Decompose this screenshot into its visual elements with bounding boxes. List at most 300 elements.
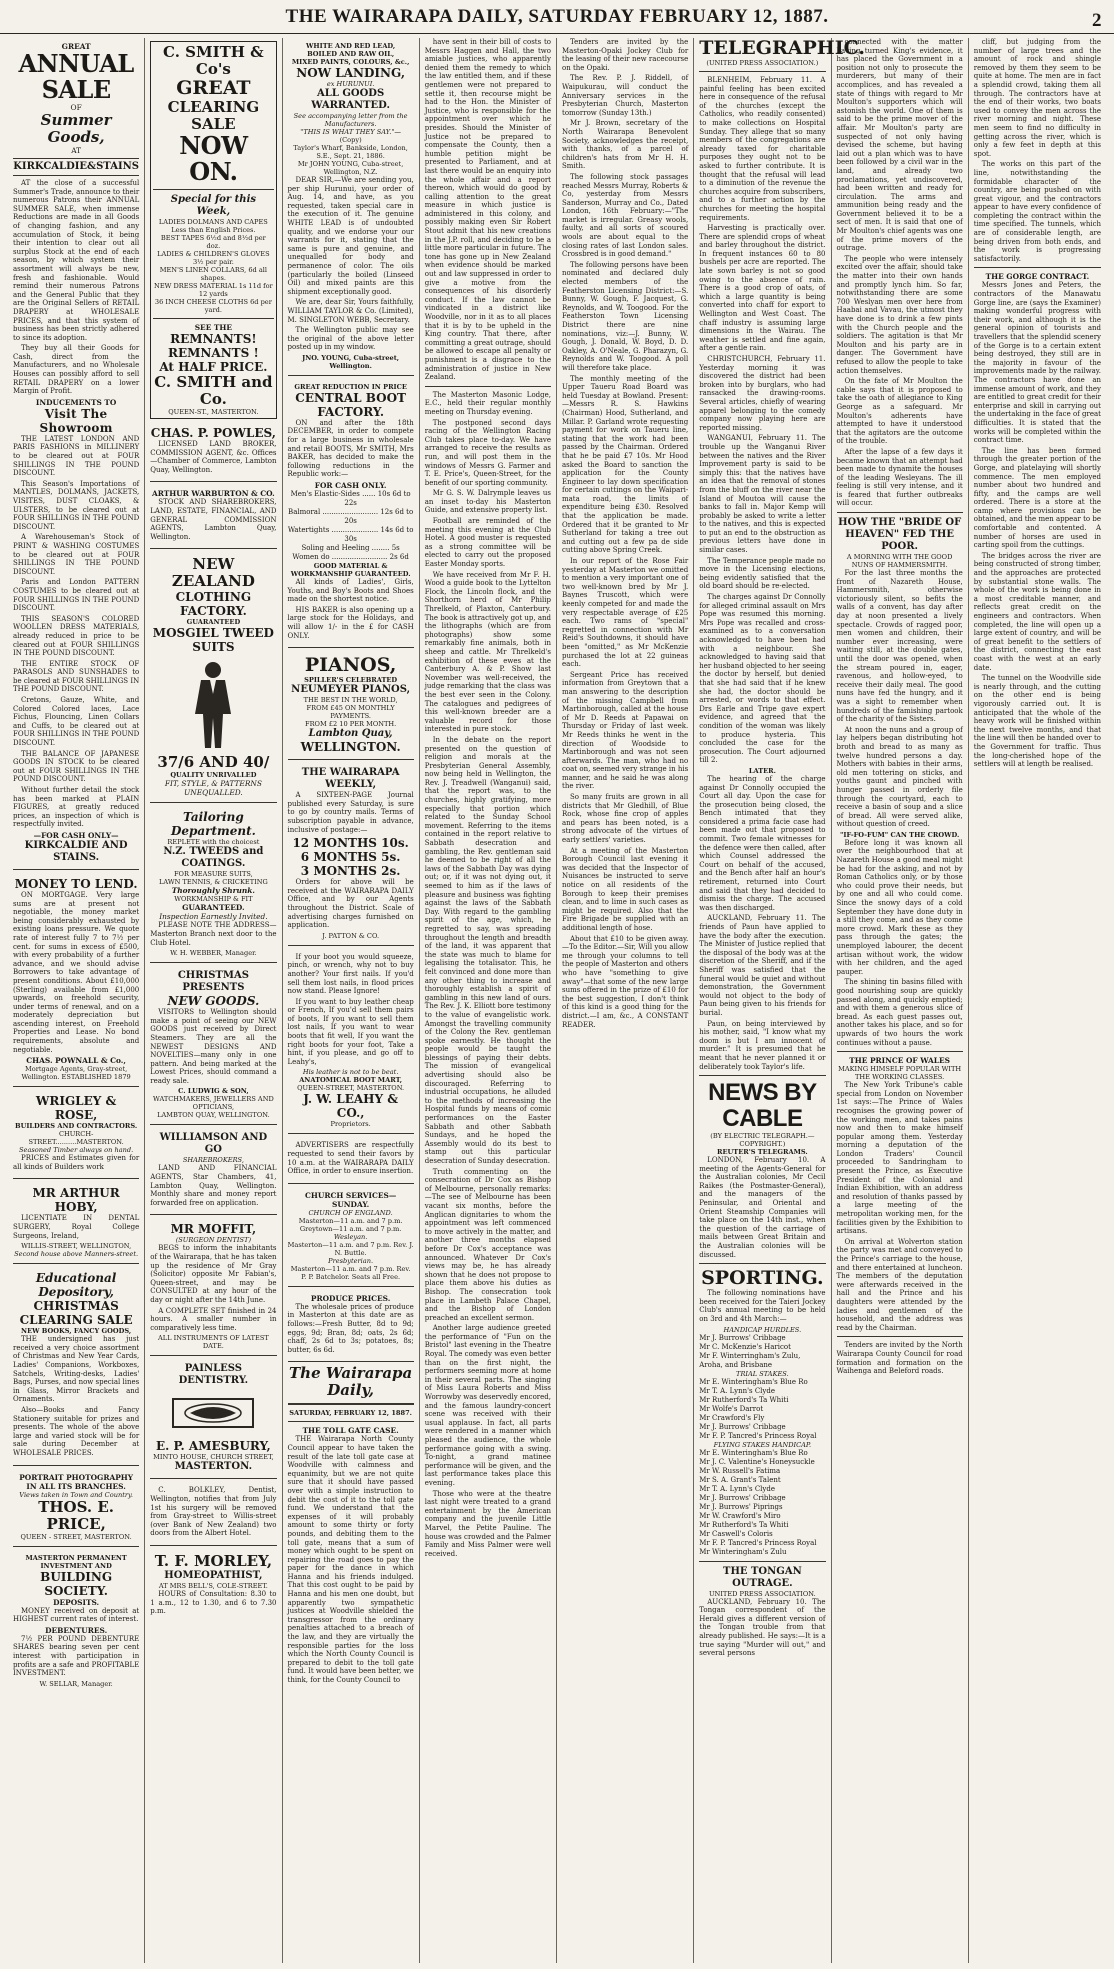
list-item: Mr F. P. Tancred's Princess Royal <box>699 1538 817 1547</box>
article-text: Mr G. S. W. Dalrymple leaves us an inset to-day his Masterton Guide, and extensive property list. <box>424 489 551 515</box>
ad-signature: W. H. WEBBER, Manager. <box>170 949 257 958</box>
list-item: Mr C. McKenzie's Haricot <box>699 1342 791 1351</box>
ad-headline: MR ARTHUR HOBY, <box>32 1186 120 1215</box>
article-text: At a meeting of the Masterton Borough Council last evening it was decided that the Inspector of Nuisances be instructed to serve notice on all residents of the Borough to keep their premises clean, and to lime in such cases as might be required. Also that the Fire Brigade be supplied with an additional length of hose. <box>562 846 689 932</box>
money-ad <box>13 873 139 1087</box>
wrigley-ad <box>13 1090 139 1179</box>
ad-subhead: FOR CASH ONLY. <box>314 481 387 491</box>
ad-text: ex HURUNUI. <box>326 80 375 88</box>
list-item: This Season's Importations of MANTLES, DOLMANS, JACKETS, VISITES, DUST CLOAKS, & ULSTERS, to be cleared out at FOUR SHILLINGS IN THE POUND DISCOUNT. <box>13 479 140 531</box>
section-subheading: (UNITED PRESS ASSOCIATION.) <box>706 59 819 67</box>
list-item: Mr F. Winterringham's Zulu, Aroha, and Brisbane <box>699 1351 801 1369</box>
ad-body: PLEASE NOTE THE ADDRESS—Masterton Branch next door to the Club Hotel. <box>150 921 277 947</box>
page-number: 2 <box>1092 10 1102 31</box>
ad-headline: NEW ZEALAND <box>171 555 255 591</box>
ad-text: FROM £45 ON MONTHLY PAYMENTS. <box>306 704 395 721</box>
ad-text: Lambton Quay, <box>308 728 393 740</box>
ad-text: LAMBTON QUAY, WELLINGTON. <box>157 1111 270 1120</box>
column-6 <box>694 37 865 1963</box>
ad-body: We are, dear Sir, Yours faithfully, WILLIAM TAYLOR & Co. (Limited), M. SINGLETON WEBB, Secretary. <box>287 298 414 324</box>
ad-subhead: REMNANTS! <box>170 332 257 346</box>
bexley-ad <box>150 1482 276 1546</box>
article-text: In the debate on the report presented on the question of religion and morals at the Presbyterian General Assembly, now being held in Wellington, the Rev. J. Treadwell (Wanganui) said, that the report was, to the churches, highly gratifying, more especially that portion which related to the Sunday School movement. Referring to the items contained in the report relative to Sabbath desecration and gambling, the Rev. gentleman said he deemed to be right of all the laws of the Sabbath Day was dying out; or, if it was not dying out, it seemed to him as if the laws of pleasure and business was fighting against the laws of the Sabbath Day. With regard to the gambling spirit of the age, which, he regretted to say, was spreading throughout the length and breadth of the land, it was apparent that the state was much to blame for legalising the totalisator. This, he felt convinced and done more than any other thing to increase and thoroughly establish a spirit of gambling in this new land of ours. The Rev. J. K. Elliott bore testimony to the value of evangelistic work. Amongst the travelling community of the Colony the Rev. gentleman spoke earnestly. He thought the people would be taught the blessings of paying their debts. The mission of evangelical advertising should also be discouraged. Referring to industrial occupations, he alluded to the methods of increasing the Hospital funds by means of comic performances on the Easter Sabbath and other Sabbath Sundays, and he hoped the Assembly would do its best to stamp out this particular desecration of Sunday desecration. <box>424 735 551 1165</box>
list-item: Masterton—11 a.m. and 7 p.m. Rev. J. N. Buttle. <box>287 1240 414 1257</box>
ad-company: KIRKCALDIE&STAINS <box>13 158 139 176</box>
ad-body: If you want to buy leather cheap or French, If you'd sell them pairs of boots, If you want to sell them lost nails, If you want to wear boots that fit well, If you want the right boots for your foot, Take a hint, if you please, and go off to Leahy's, <box>287 997 414 1066</box>
article-text: have sent in their bill of costs to Messrs Haggen and Hall, the two amiable justices, who apparently denied them the remedy to which the law entitled them, and if these gentlemen were not prepared to settle it, then recourse might be had to the Hon. the Minister of Justice, who is responsible for the appointment over which he presides. Should the Minister of Justice not be prepared to compensate the County, then a humble petition might be presented to Parliament, and at last there would be an enquiry into the whole affair and a report thereon, which would do good by calling attention to the great measure in which justice is administered in this colony, and possibly making even Sir Robert Stout admit that his new creations in the J.P. roll, and deciding to be a little more particular in future. The tone has gone up in New Zealand when evidence should be marked out and law suppressed in order to give a motive from the consequences of his disorderly conduct. If the law cannot be vindicated in a district like Woodville, nor in it as to all places that it is by to be upheld in the King country. That there, after committing a great outrage, should be allowed to escape all penalty or punishment is a disgrace to the administration of justice in New Zealand. <box>424 38 551 382</box>
ad-text: Second house above Manners-street. <box>14 1250 139 1259</box>
article-text: CHRISTCHURCH, February 11. Yesterday morning it was discovered the district had been broken into by burglars, who had ransacked the drawing-rooms. Several articles, chiefly of wearing apparel belonging to the comedy company now playing here are reported missing. <box>699 355 826 432</box>
list-item: Mr J. Burrows' Cribbage <box>699 1422 786 1431</box>
list-item: Mr J. Burrows' Cribbage <box>699 1493 786 1502</box>
column-5 <box>557 38 694 1963</box>
article-text: The Rev. P. J. Riddell, of Waipukurau, will conduct the Anniversary services in the Presbyterian Church, Masterton tomorrow (Sunday 13th.) <box>562 74 689 117</box>
ad-body: If your boot you would squeeze, pinch, or wrench, why not to buy another? Your first nails. If you'd sell them lost nails, in flood prices now stand. Please Ignore! <box>287 952 414 996</box>
ad-body: MONEY received on deposit at HIGHEST current rates of interest. <box>13 1606 140 1624</box>
list-item: Mr J. C. Valentine's Honeysuckle <box>699 1457 815 1466</box>
article-text: In our report of the Rose Fair yesterday at Masterton we omitted to mention a very important one of two well-known bred by Mr J. Baynes Truscott, which were keenly competed for and made the very respectable average of £25 each. Two rams of "special" regretted in connection with Mr Reid's Southdowns, it should have been "omitted," as Mr McKenzie purchased the lot at 22 guineas each. <box>562 557 689 669</box>
ad-body: VISITORS to Wellington should make a point of seeing our NEW GOODS just received by Direct Steamers. They are all the NEWEST DESIGNS AND NOVELTIES—many only in one pattern. And being marked at the Lowest Prices, should command a ready sale. <box>150 1008 277 1085</box>
ad-text: AT MRS BELL'S, COLE-STREET. <box>158 1581 268 1590</box>
editorial <box>288 1365 414 1684</box>
list-item: Mr W. Russell's Fatima <box>699 1466 781 1475</box>
article-subheading: MAKING HIMSELF POPULAR WITH THE WORKING CLASSES. <box>838 1065 962 1082</box>
article-text: The New York Tribune's cable special from London on November 1st says:—The Prince of Wales recognises the growing power of the working men, and takes pains now and then to make himself popular among them. Yesterday morning a deputation of the London Traders' Council proceeded to Sandringham to present the Prince, as Executive President of the Colonial and Indian Exhibition, with an address and resolution of thanks passed by a large meeting of the metropolitan working men, for the facilities given by the Exhibition to artisans. <box>836 1081 963 1236</box>
article-text: Tenders are invited by the North Wairarapa County Council for road formation and formation on the Waihenga and Beleford roads. <box>836 1341 963 1376</box>
article-heading: THE PRINCE OF WALES <box>849 1056 950 1066</box>
ad-headline: THE WAIRARAPA WEEKLY, <box>301 767 400 791</box>
ad-headline: WRIGLEY & ROSE, <box>35 1094 117 1123</box>
list-item: Men's Elastic-Sides ...... 10s 6d to 22s <box>290 490 411 508</box>
column-1 <box>8 38 145 1963</box>
article-text: The works on this part of the line, notwithstanding the formidable character of the country, are being pushed on with great vigour, and the contractors appear to have every confidence of completing the contract within the time specified. The tunnels, which are of considerable length, are being driven from both ends, and the work is progressing satisfactorily. <box>973 160 1101 263</box>
editorial-title: The Wairarapa Daily, <box>289 1364 413 1400</box>
list-item: Soling and Heeling ........ 5s <box>301 544 400 553</box>
article-text: The shining tin basins filled with good nourishing soup are quickly passed along, and quickly emptied; and with them a generous slice of bread. As each guest passes out, another takes his place, and so for upwards of two hours the work continues without a pause. <box>836 978 963 1047</box>
article-text: Football are reminded of the meeting this evening at the Club Hotel. A good muster is requested as a strong committee will be elected to carry out the proposed Easter Monday sports. <box>424 517 551 569</box>
article-text: The postponed second days racing of the Wellington Racing Club takes place to-day. We have arranged to receive the results as run, and will post them in the windows of Messrs G. Farmer and T. E. Price's, Queen-Street, for the benefit of our sporting community. <box>424 418 551 487</box>
editorial-date: SATURDAY, FEBRUARY 12, 1887. <box>289 1409 412 1418</box>
article-text: The following nominations have been received for the Taieri Jockey Club's annual meeting to be held on 3rd and 4th March:— <box>699 1289 826 1323</box>
article-text: On the fate of Mr Moulton the cable says that it is proposed to take the oath of allegiance to King George as a safeguard. Mr Moulton's adherents have attempted to have it understood that the agitators are the outcome of the trouble. <box>836 377 963 446</box>
dental-chair-icon <box>168 1391 258 1435</box>
ad-kicker: GREAT <box>61 42 91 51</box>
article-text: So many fruits are grown in all districts that Mr Gledhill, of Blue Rock, whose fine crop of apples and pears has been noted, is a strong advocate of the virtues of early settlers' varieties. <box>562 793 689 845</box>
list-item: Mr Wolfe's Darrot <box>699 1404 764 1413</box>
section-heading: SPORTING. <box>701 1267 824 1290</box>
ad-text: QUEEN - STREET, MASTERTON. <box>20 1532 132 1541</box>
article-text: Before long it was known all over the neighbourhood that at Nazareth House a good meal might be had for the asking, and not by Roman Catholics only, or by those who could prove their needs, but by one and all who could come. Since the snowy days of a cold September they have done duty in a still they come, and as they come more crowd. Mark these as they pass through the gates; the unemployed labourer, the decent artisan without work, the widow with her children, and the aged pauper. <box>836 838 963 976</box>
column-7 <box>832 38 969 1963</box>
ad-headline: NOW ON. <box>179 131 248 186</box>
article-text: We have received from Mr F. H. Wood a guide book to the Lyttelton Flock, the Lincoln flock, and the Shorthorn herd of Mr Philip Threlkeld, of Plaxton, Canterbury. The book is attractively got up, and the lithographs (which are from photographs) show some remarkably fine animals, both in sheep and cattle. Mr Threlkeld's exhibition of these ewes at the Canterbury A. & P. Show last November was well-received, the judge remarking that the class was the best ever seen in the Colony. The catalogues and pedigrees of this well-known breeder are a valuable record for those interested in pure stock. <box>424 570 551 734</box>
ad-subhead: COATINGS. <box>181 858 246 870</box>
ad-body: Orders for above will be received at the WAIRARAPA DAILY Office, and by our Agents throughout the District. Scale of advertising charges furnished on application. <box>287 878 414 930</box>
article-text: connected with the matter having turned King's evidence, it has placed the Government in a position not only to prosecute the murderers, but many of their accomplices, and has revealed a state of things with regard to Mr Moulton's supporters which will astonish the world. One of them is said to be the prime mover of the affair. Mr Moulton's party are suspected of not only having devised the scheme, but having laid out a plan which was to have been followed by a civil war in the land, and already two proclamations, yet undiscovered, had been written and ready for circulation. The arms and ammunition being ready and the Government believed it to be a sect of men. It is said that one of Mr Moulton's chief agents was one of the prime movers of the outrage. <box>836 38 963 253</box>
list-item: Mr Rutherford's Ta Whiti <box>699 1520 789 1529</box>
column-3 <box>283 38 420 1963</box>
list-item: Mr E. Winteringham's Blue Ro <box>699 1377 808 1386</box>
article-text: WANGANUI, February 11. The trouble up the Wanganui River between the natives and the River Improvement party is said to be simply this: that the natives have an idea that the removal of stones from the bluff on the river near the Island of Moutoa will cause the banks to fall in. Major Kemp will probably be asked to write a letter to the natives, and this is expected to put an end to the obstruction as previous letters have done in similar cases. <box>699 434 826 555</box>
ad-text: QUEEN-ST., MASTERTON. <box>168 408 259 416</box>
ad-body: PRICES and Estimates given for all kinds of Builders work <box>13 1154 140 1171</box>
list-item: Watertights ..................... 14s 6d to 30s <box>287 526 414 544</box>
ad-text: —FOR CASH ONLY— <box>33 830 119 840</box>
article-text: The wholesale prices of produce in Masterton at this date are as follows:—Fresh Butter, 8d to 9d; eggs, 9d; Bran, 8d; oats, 2s 6d; chaff, 2s 6d to 3s; potatoes, 8s; butter, 6s 6d. <box>287 1302 414 1354</box>
ad-text: FIT, STYLE, & PATTERNS UNEQUALLED. <box>164 779 262 798</box>
tailoring-ad <box>150 806 276 963</box>
article-subheading: HANDICAP HURDLES. <box>723 1325 802 1334</box>
ad-headline: GREAT <box>176 77 251 99</box>
warburton-ad <box>150 485 276 549</box>
ad-body: LICENTIATE IN DENTAL SURGERY, Royal College Surgeons, Ireland, <box>13 1214 140 1240</box>
article-text: Harvesting is practically over. There are splendid crops of wheat and barley throughout the district. In frequent instances 60 to 80 bushels per acre are reported. The late sown barley is not so good owing to the absence of rain. There is a good crop of oats, of which a large quantity is being converted into chaff for export to Wellington and West Coast. The chaff industry is assuming large dimensions in the Wairau. The weather is settled and fine again, after a gentle rain. <box>699 224 826 353</box>
article-text: Another large audience greeted the performance of "Fun on the Bristol" last evening in the Theatre Royal. The comedy was even better than on the first night, the performers seeming more at home in their several parts. The singing of Miss Laura Roberts and Miss Worrowby was deservedly encored, and the famous laundry-concert scene was received with their usual applause. In fact, all parts were rendered in a manner which pleased the audience, the whole performance going with a swing. To-night, a grand matinee performance will be given, and the last performance takes place this evening. <box>424 1324 551 1487</box>
ad-body: AT the close of a successful Summer's Trade, announce to their numerous Patrons their ANNUAL SUMMER SALE, when immense Reductions are made in all Goods of changing fashion, and any accumulation of Stock, it being their intention to clear out all surplus Stock at the end of each season, by which system their assortment will always be new, fresh and fashionable. Would remind their numerous Patrons and the General Public that they are the Original Sellers of RETAIL DRAPERY at WHOLESALE PRICES, and that this system of business has been strictly adhered to since its adoption. <box>13 179 140 342</box>
ad-subhead: DEBENTURES. <box>45 1625 108 1635</box>
article-text: Messrs Jones and Peters, the contractors of the Manawatu Gorge line, are (says the Examiner) making wonderful progress with their work, and although it is the general opinion of tourists and travellers that the splendid scenery of the Gorge is to a certain extent being destroyed, they still are in the majority in favour of the improvements made by the railway. The contractors have done an immense amount of work, and they are entitled to great credit for their enterprise and skill in carrying out the undertaking in the face of great difficulties. It is stated that the works will be completed within the contract time. <box>973 281 1101 445</box>
ad-headline: CHAS. P. POWLES, <box>150 426 276 440</box>
list-item: LADIES DOLMANS AND CAPES Less than English Prices. <box>158 218 268 234</box>
ad-body: A COMPLETE SET finished in 24 hours. A smaller number in comparatively less time. <box>150 1306 277 1332</box>
ad-text: QUALITY UNRIVALLED <box>170 771 257 780</box>
ad-headline: PAINLESS DENTISTRY. <box>178 1363 249 1387</box>
ad-headline: Educational Depository, <box>35 1271 117 1300</box>
ad-subhead: NEUMEYER PIANOS, <box>291 684 411 696</box>
list-item: Mr S. A. Grant's Talent <box>699 1475 781 1484</box>
building-society-ad <box>13 1550 139 1693</box>
article-subheading: FLYING STAKES HANDICAP. <box>713 1440 812 1449</box>
ad-headline: MR MOFFIT, <box>170 1222 257 1237</box>
article-heading: THE TOLL GATE CASE. <box>302 1426 399 1436</box>
ad-signature: W. SELLAR, Manager. <box>39 1679 113 1688</box>
ad-price: 6 MONTHS 5s. <box>300 850 401 865</box>
article-text: The hearing of the charge against Dr Connolly occupied the Court all day. Upon the case for the prosecution being closed, the Bench intimated that they considered a prima facie case had been made out that proposed to commit. Two female witnesses for the defence were then called, after which Counsel addressed the Court on behalf of the accused, and the Bench after half an hour's retirement, returned into Court and said that they had decided to dismiss the charge. The accused was then discharged. <box>699 774 826 912</box>
ad-text: FROM £2 10 PER MONTH. <box>305 720 397 729</box>
ad-headline: ARTHUR WARBURTON & CO. <box>151 489 275 499</box>
ad-signature: CHAS. POWNALL & Co., <box>26 1056 126 1066</box>
ad-text: Views taken in Town and Country. <box>19 1490 133 1499</box>
section-heading: NEWS BY CABLE <box>708 1079 817 1133</box>
list-item: MEN'S LINEN COLLARS, 6d all shapes. <box>159 266 267 282</box>
ad-subhead: BUILDERS AND CONTRACTORS. <box>15 1122 138 1131</box>
column-8 <box>969 38 1106 1963</box>
smith-ad <box>150 41 276 419</box>
ad-signature: J. PATTON & CO. <box>322 931 380 940</box>
ad-headline: CHRISTMAS PRESENTS <box>177 970 249 994</box>
list-item: Mr Crawford's Fly <box>699 1413 765 1422</box>
article-subheading: LATER. <box>748 766 776 775</box>
article-text: Mr J. Brown, secretary of the North Wairarapa Benevolent Society, acknowledges the receipt, with thanks, of a parcel of children's hats from Mr H. H. Smith. <box>562 119 689 171</box>
ad-subhead: HOMEOPATHIST, <box>164 1569 263 1581</box>
ad-text: MIXED PAINTS, COLOURS, &c., <box>291 58 410 66</box>
section-heading: PRODUCE PRICES. <box>310 1293 391 1303</box>
list-item: Mr J. Burrows' Cribbage <box>699 1333 786 1342</box>
moffit-ad <box>150 1218 276 1356</box>
ad-text: GUARANTEED <box>186 618 241 627</box>
article-subheading: TRIAL STAKES. <box>736 1369 789 1378</box>
ad-body: ON MORTGAGE. Very large sums are at present not negotiable, the money market being considerably exhausted by existing loans pressure. We quote rate of interest fully 7 to 7½ per cent. for sums in excess of £500, with every probability of a further advance, and we should advise Borrowers to take advantage of present conditions. About £10,000 (Sterling) available from £1,000 upwards, on freehold security, under terms of renewal, and on a moderately depreciation but ascending interest, on Freehold Properties and Lease. No bond requirements, absolute and negotiable. <box>13 890 140 1054</box>
ad-body: BEGS to inform the inhabitants of the Wairarapa, that he has taken up the residence of Mr Gray (Solicitor) opposite Mr Fabian's, Queen-street, and may be CONSULTED at any hour of the day or night after the 14th June. <box>150 1244 277 1304</box>
list-item: Presbyterian. <box>328 1256 374 1265</box>
ad-body: THE undersigned has just received a very choice assortment of Christmas and New Year Cards, Ladies' Companions, Workboxes, Satchels, Writing-desks, Ladies' Bags, Purses, and now special lines in Glass, Mirror Brackets and Ornaments. <box>13 1335 140 1404</box>
powles-ad <box>150 422 276 482</box>
article-text: The people who were intensely excited over the affair, should take the matter into their own hands and promptly lynch him. So far, notwithstanding there are some 700 Weslyan men over here from Haabai and Vavau, the utmost they have done is to drink a few pints with the Church people and the soldiers. The agitation is that Mr Moulton and his party are in danger. The Government have refused to allow the people to take action themselves. <box>836 254 963 375</box>
article-subheading: UNITED PRESS ASSOCIATION. <box>709 1589 816 1598</box>
list-item: THE BALANCE OF JAPANESE GOODS IN STOCK to be cleared out at FOUR SHILLINGS IN THE POUND DISCOUNT. <box>13 749 140 784</box>
ad-body: Without further detail the stock has been marked at PLAIN FIGURES, at greatly reduced prices, an inspection of which is respectfully invited. <box>13 786 140 829</box>
ad-body: They buy all their Goods for Cash, direct from the Manufacturers, and no Wholesale Houses can possibly afford to sell RETAIL DRAPERY on a lower Margin of Profit. <box>13 344 140 396</box>
ad-price: 37/6 AND 40/ <box>157 753 270 772</box>
ad-body: HOURS of Consultation: 8.30 to 1 a.m., 12 to 1.30, and 6 to 7.30 p.m. <box>150 1589 277 1616</box>
ad-subhead: Special for this Week, <box>170 194 256 217</box>
list-item: Wesleyan. <box>333 1232 368 1241</box>
ad-company: WELLINGTON. <box>300 740 401 755</box>
ad-text: WATCHMAKERS, JEWELLERS AND OPTICIANS, <box>153 1095 274 1112</box>
ad-company: J. W. LEAHY & CO., <box>303 1092 399 1121</box>
ad-text: WHITE AND RED LEAD, <box>306 42 396 50</box>
ad-company: E. P. AMESBURY, <box>156 1439 271 1454</box>
educational-ad <box>13 1267 139 1465</box>
section-heading: TELEGRAPHIC. <box>699 37 865 59</box>
ad-headline: ANNUAL SALE <box>18 49 134 104</box>
ad-company: C. SMITH and Co. <box>154 373 273 408</box>
article-text: The charges against Dr Connolly for alleged criminal assault on Mrs Pope was resumed this morning. Mrs Pope was recalled and cross-examined as to a conversation acknowledged to have been had with a neighbour. She acknowledged to having said that her husband objected to her seeing the doctor by herself, but denied that she had said that if he knew she had, the doctor should be arrested, or words to that effect. Drs Earle and Tripe gave expert evidence, and agreed that the condition of the woman was likely to produce hysteria. This concluded the case for the prosecution. The Court adjourned till 2. <box>699 593 826 765</box>
ad-body: LICENSED LAND BROKER, COMMISSION AGENT, &c. Offices—Chamber of Commerce, Lambton Quay, Wellington. <box>150 440 277 474</box>
list-item: THE ENTIRE STOCK OF PARASOLS AND SUNSHADES to be cleared at FOUR SHILLINGS IN THE POUND DISCOUNT. <box>13 659 140 694</box>
ad-headline: PORTRAIT PHOTOGRAPHY IN ALL ITS BRANCHES. <box>19 1472 134 1491</box>
list-item: Mr W. Crawford's Miro <box>699 1511 781 1520</box>
article-text: THE Wairarapa North County Council appear to have taken the result of the late toll gate case at Woodville with calmness and equanimity, but we are not quite sure that it should have passed over with a simple instruction to debit the cost of it to the toll gate fund. We understand that the expenses of it will probably amount to some thirty or forty pounds, and debiting them to the toll gate, means that a sum of money which ought to be spent on repairing the road goes to pay the paper for the dance in which Hanna and his friends indulged. That this cost ought to be paid by Hanna and his men one doubt, but apparently two sympathetic justices at Woodville shielded the transgressor from the ordinary penalties attached to a breach of the law, and they are virtually the responsible parties for the loss which the North County Council is prepared to debit to the toll gate fund. It would have been better, we think, for the County Council to <box>287 1435 414 1684</box>
advertisers-notice <box>288 1137 414 1183</box>
list-item: Mr E. Winteringham's Blue Ro <box>699 1448 808 1457</box>
ad-text: Seasoned Timber always on hand. <box>19 1146 134 1155</box>
ad-body: The Wellington public may see the original of the above letter posted up in my window. <box>287 326 414 352</box>
ad-headline: BUILDING SOCIETY. <box>40 1569 113 1598</box>
ad-headline: NOW LANDING, <box>296 66 406 80</box>
ad-text: His leather is not to be beat. <box>302 1068 399 1077</box>
article-heading: THE TONGAN OUTRAGE. <box>723 1565 802 1589</box>
ad-subhead: SUITS <box>192 640 235 655</box>
article-text: On arrival at Wolverton station the party was met and conveyed to the Prince's carriage to the house, and there entertained at luncheon. The members of the deputation were afterwards received in the hall and the Prince and his daughters were attended by the ladies and gentlemen of the household, and the address was read by the Chairman. <box>836 1237 963 1332</box>
ad-body: C. BOLKLEY, Dentist, Wellington, notifies that from July 1st his surgery will be removed from Gray-street to Willis-street (over Bank of New Zealand) two doors from the Albert Hotel. <box>150 1486 277 1538</box>
ad-signature: KIRKCALDIE AND STAINS. <box>24 839 128 863</box>
ad-text: ALL INSTRUMENTS OF LATEST DATE. <box>157 1334 269 1351</box>
clothing-factory-ad <box>150 552 276 803</box>
painless-ad <box>150 1359 276 1479</box>
ad-text: CHURCH OF ENGLAND. <box>308 1208 393 1217</box>
young-ad <box>288 38 414 376</box>
pianos-ad <box>288 651 414 760</box>
ad-text: Proprietors. <box>330 1120 371 1129</box>
ad-headline: CLEARING SALE <box>167 98 260 133</box>
ad-subhead: At HALF PRICE. <box>159 360 268 374</box>
article-text: The following stock passages reached Messrs Murray, Roberts & Co, yesterday from Messrs Sanderson, Murray and Co., Dated London, 16th February:—"The market is irregular. Greasy wools, faulty, and all sorts of scoured wools are about equal to the closing rates of last London sales. Crossbred is in good demand." <box>562 172 689 259</box>
ad-body: Also—Books and Fancy Stationery suitable for prizes and presents. The whole of the above large and varied stock will be for sale during December at WHOLESALE PRICES. <box>13 1405 140 1457</box>
list-item: THIS SEASON'S COLORED WOOLLEN DRESS MATERIALS, already reduced in price to be cleared out at FOUR SHILLINGS IN THE POUND DISCOUNT. <box>13 614 140 658</box>
ad-body: HIS BAKER is also opening up a large stock for the Holidays, and will allow 1/- in the £ for CASH ONLY. <box>287 605 414 640</box>
ad-text: MASTERTON. <box>174 1461 253 1473</box>
list-item: NEW DRESS MATERIAL 1s 11d for 12 yards <box>154 282 273 298</box>
ad-text: AT <box>71 146 82 155</box>
ad-text: FOR MEASURE SUITS, <box>173 870 253 879</box>
list-item: BEST TAPES 6½d and 8½d per doz. <box>160 234 266 250</box>
ad-price: 12 MONTHS 10s. <box>292 836 409 851</box>
ad-body: LAND AND FINANCIAL AGENTS, Star Chambers, 41, Lambton Quay, Wellington. Monthly share and money report forwarded free on application. <box>150 1164 277 1207</box>
ad-text: "THIS IS WHAT THEY SAY."— <box>300 128 401 136</box>
article-subheading: A MORNING WITH THE GOOD NUNS OF HAMMERSMITH. <box>846 553 953 570</box>
list-item: Mr Caswell's Coloris <box>699 1529 773 1538</box>
article-text: The line has been formed through the greater portion of the Gorge, and platelaying will shortly commence. The men employed number about two hundred and fifty, and the camps are well ordered. There is a store at the camp where provisions can be obtained, and the men appear to be comfortable and contented. A number of horses are used in carting spoil from the cuttings. <box>973 446 1101 550</box>
produce-prices <box>288 1290 414 1363</box>
ad-text: Taylor's Wharf, Bankside, London, S.E., Sept. 21, 1886. <box>293 144 408 160</box>
ad-subhead: SHAREBROKERS, <box>182 1156 244 1165</box>
ad-company: THOS. E. PRICE, <box>38 1497 115 1533</box>
ad-headline: WILLIAMSON AND GO <box>159 1132 268 1156</box>
newspaper-columns <box>8 38 1106 1963</box>
church-services <box>288 1187 414 1287</box>
article-text: The monthly meeting of the Upper Taueru Road Board was held Tuesday at Bowland. Present:—Messrs R. S. Hawkins (Chairman) Hood, Sutherland, and Millar. P. Garland wrote requesting payment for work on Taueru line, stating that the work had been passed by the Chairman. Ordered that he be paid £7 10s. Mr Hood asked the Board to sanction the application for the County Engineer to lay down specification for certain cuttings on the Waipari-mata road, the limits of expenditure being £30. Resolved that the application be made. Ordered that it be granted to Mr Sutherland for taking a tree out and cutting out a few pa de side cutting above Spring Creek. <box>562 374 689 555</box>
ad-subhead: NEW GOODS. <box>167 994 260 1009</box>
morley-ad <box>150 1549 276 1623</box>
ad-body: ADVERTISERS are respectfully requested to send their favors by 10 a.m. at the WAIRARAPA DAILY Office, in order to ensure insertion. <box>287 1141 414 1176</box>
list-item: Mr T. A. Lynn's Clyde <box>699 1484 775 1493</box>
ad-subhead: MASTERTON PERMANENT INVESTMENT AND <box>25 1553 127 1570</box>
ad-headline: CLOTHING FACTORY. <box>175 590 252 619</box>
christmas-ad <box>150 966 276 1125</box>
ad-text: WORKMANSHIP & FIT <box>174 895 253 904</box>
column-2 <box>145 38 282 1963</box>
list-item: LADIES & CHILDREN'S GLOVES 3½ per pair. <box>157 250 270 266</box>
ad-text: (Copy) <box>339 136 362 144</box>
portrait-ad <box>13 1469 139 1547</box>
ad-subhead: INDUCEMENTS TO <box>35 397 117 407</box>
kirkcaldie-ad <box>13 38 139 870</box>
ad-text: Mr JOHN YOUNG, Cuba-street, Wellington, N.Z. <box>297 160 404 176</box>
ad-subhead: NEW BOOKS, FANCY GOODS, <box>21 1327 132 1336</box>
ad-subhead: SPILLER'S CELEBRATED <box>304 676 398 685</box>
list-item: THE LATEST LONDON AND PARIS FASHIONS in MILLINERY to be cleared out at FOUR SHILLINGS IN THE POUND DISCOUNT. <box>13 434 140 478</box>
article-text: About that £10 to be given away.—To the Editor.—Sir, Will you allow me through your columns to tell the people of Masterton and others who have "something to give away"—that some of the new large sums offered in the prize of £10 for the best suggestion, I don't think of this kind is a good thing for the district.—I am, &c., A CONSTANT READER. <box>562 934 689 1029</box>
suit-figure-icon <box>183 658 243 750</box>
article-heading: HOW THE "BRIDE OF HEAVEN" FED THE POOR. <box>838 517 962 553</box>
article-text: After the lapse of a few days it became known that an attempt had been made to dynamite the houses of the leading Wesleyans. The ill feeling is still very intense, and it is feared that further outbreaks will occur. <box>836 447 963 508</box>
ad-subhead: Summer Goods, <box>40 111 112 146</box>
ad-body: ON and after the 18th DECEMBER, in order to compete for a large business in wholesale and retail BOOTS, Mr SMITH, Mrs BAKER, has decided to make the following reductions in the Republic work:— <box>287 418 414 479</box>
ad-body: DEAR SIR,—We are sending you, per ship Hurunui, your order of Aug. 14, and have, as you requested, taken special care in the execution of it. The genuine WHITE LEAD is of undoubted quality, and we endorse your our warrants for it, stating that the same is pure and genuine, and unequalled for body and permanence of color. The oils (particularly the boiled (Linseed Oil) and mixed paints are this shipment exceptionally good. <box>287 176 414 296</box>
ad-price: 3 MONTHS 2s. <box>300 864 401 879</box>
article-text: Sergeant Price has received information from Greytown that a man answering to the description of the missing Campbell from Martinborough, called at the house of Mr D. Reeds at Papawai on Thursday or Friday of last week. Mr Reeds thinks he went in the direction of Woodside to Martinborough and was not seen afterwards. The man, who had no coat on, seemed very strange in his manner, and he said he was along the river. <box>562 670 689 791</box>
section-subheading: REUTER'S TELEGRAMS. <box>717 1148 808 1157</box>
section-subheading: (BY ELECTRIC TELEGRAPH.—COPYRIGHT.) <box>710 1132 815 1149</box>
ad-headline: T. F. MORLEY, <box>154 1551 273 1570</box>
section-heading: CHURCH SERVICES—SUNDAY. <box>305 1190 397 1209</box>
ad-body: A SIXTEEN-PAGE Journal published every Saturday, is sure to go by country mails. Terms of subscription payable in advance, inclusive of postage:— <box>287 791 414 834</box>
article-text: Tenders are invited by the Masterton-Opaki Jockey Club for the leasing of their new racecourse on the Opaki. <box>562 38 689 72</box>
list-item: Mr J. Burrows' Piprings <box>699 1502 783 1511</box>
article-text: BLENHEIM, February 11. A painful feeling has been excited here in consequence of the refusal of the churches (except the Catholics, who readily consented) to make collections on Hospital Sunday. They allege that so many members of the congregations are already taxed for charitable purposes they ought not to be asked to further contribute. It is thought that the refusal will lead to a diminution of the revenue the churches acquire from subscribers, and to a further action by the churches for meeting the hospital requirements. <box>699 76 826 222</box>
ad-signature: JNO. YOUNG, Cuba-street, Wellington. <box>302 353 400 370</box>
ad-body: All kinds of Ladies', Girls, Youths, and Boy's Boots and Shoes made on the shortest notice. <box>287 578 414 604</box>
article-text: Paun, on being interviewed by his mother, said, "I know what my doom is but I am innocent of murder." It is presumed that he meant that he never planned it or deliberately took Taylor's life. <box>699 1019 826 1071</box>
ad-body: STOCK AND SHAREBROKERS, LAND, ESTATE, FINANCIAL, AND GENERAL COMMISSION AGENTS, Lambton Quay, Wellington. <box>150 498 277 541</box>
column-4 <box>420 38 557 1963</box>
ad-subhead: ALL GOODS WARRANTED. <box>311 88 390 111</box>
article-heading: THE GORGE CONTRACT. <box>985 272 1090 282</box>
ad-subhead: Visit The Showroom <box>39 406 113 435</box>
list-item: Masterton—11 a.m. and 7 p.m. Rev. P. P. Batchelor. Seats all Free. <box>290 1264 411 1281</box>
article-text: The bridges across the river are being constructed of strong timber, and the approaches are protected by substantial stone walls. The whole of the work is being done in a most creditable manner, and reflects great credit on the engineers and contractors. When completed, the line will open up a large extent of country, and will be of great benefit to the settlers of the district, connecting the east coast with the west at an early date. <box>973 551 1101 672</box>
list-item: Mr Winteringham's Zulu <box>699 1547 787 1556</box>
ad-text: WILLIS-STREET, WELLINGTON, <box>21 1242 132 1251</box>
list-item: Mr T. A. Lynn's Clyde <box>699 1386 775 1395</box>
ad-text: Inspection Earnestly Invited. <box>159 912 268 922</box>
ad-subhead: N.Z. TWEEDS and <box>163 846 264 858</box>
list-item: A Warehouseman's Stock of PRINT & WASHING COSTUMES to be cleared out at FOUR SHILLINGS IN THE POUND DISCOUNT. <box>13 533 140 576</box>
ad-headline: C. SMITH & Co's <box>163 43 264 78</box>
ad-text: LAWN TENNIS, & CRICKETING <box>159 878 268 887</box>
ad-text: See accompanying letter from the Manufacturers. <box>293 112 408 128</box>
list-item: Cretons, Gauze, White, and Colored Colored laces, Lace Fichus, Flouncing, Linen Collars and Cuffs, to be cleared out at FOUR SHILLINGS IN THE POUND DISCOUNT. <box>13 696 140 748</box>
ad-text: THE BEST IN THE WORLD, <box>303 696 398 705</box>
list-item: Paris and London PATTERN COSTUMES to be cleared out at FOUR SHILLINGS IN THE POUND DISCOUNT. <box>13 578 140 613</box>
ad-signature: C. LUDWIG & SON, <box>178 1087 249 1096</box>
leahy-ad <box>288 949 414 1135</box>
article-text: The tunnel on the Woodville side is nearly through, and the cutting on the other end is being vigorously carried out. It is anticipated that the whole of the heavy work will be finished within the next twelve months, and that the line will then be handed over to the Government for traffic. Thus the long-cherished hope of the settlers will at length be realised. <box>973 674 1101 769</box>
ad-subhead: REMNANTS ! <box>168 346 259 360</box>
article-text: AUCKLAND, February 10. The Tongan correspondent of the Herald gives a different version of the Tongan trouble from that already published. He says:—It is a true saying "Murder will out," and several persons <box>699 1597 826 1658</box>
ad-headline: MONEY TO LEND. <box>14 876 138 891</box>
list-item: Balmoral ......................... 12s 6d to 20s <box>288 508 414 526</box>
article-text: LONDON, February 10. A meeting of the Agents-General for the Australian colonies, Mr Cecil Raikes (the Postmaster-General), and the managers of the Peninsular, and Oriental and Orient Steamship Companies will take place on the 14th inst., when the question of the carriage of mails between Great Britain and the Australian colonies will be discussed. <box>699 1156 826 1259</box>
ad-subhead: CHRISTMAS CLEARING SALE <box>19 1299 133 1328</box>
central-boot-ad <box>288 379 414 648</box>
ad-text: OF <box>70 103 82 112</box>
ad-text: BOILED AND RAW OIL, <box>307 50 395 58</box>
ad-text: GUARANTEED. <box>182 903 245 913</box>
ad-text: GOOD MATERIAL & WORKMANSHIP GUARANTEED. <box>290 562 411 579</box>
weekly-ad <box>288 763 414 946</box>
ad-text: Thoroughly Shrunk. <box>171 886 255 896</box>
ad-headline: Tailoring Department. <box>170 810 256 839</box>
ad-headline: PIANOS, <box>304 654 397 677</box>
ad-body: 7½ PER POUND DEBENTURE SHARES bearing seven per cent interest with participation in profits are a safe and PROFITABLE INVESTMENT. <box>13 1634 140 1678</box>
masthead-title: THE WAIRARAPA DAILY, SATURDAY FEBRUARY 12, 1887. <box>285 5 829 27</box>
ad-text: REPLETE with the choicest <box>167 838 260 847</box>
list-item: Mr Rutherford's Ta Whiti <box>699 1395 789 1404</box>
article-text: For the last three months the front of Nazareth House, Hammersmith, otherwise victoriously silent, so befits the walls of a convent, has day after day at noon presented a lively spectacle. Crowds of ragged poor, men women and children, their number ever increasing, were waiting still, at the double gates, until the door was opened, when the stream poured in, eager, ravenous, and hollow-eyed, to receive their daily meal. The good nuns have fed the hungry, and it was a sight to remember when hundreds of the famishing partook of the charity of the Sisters. <box>836 569 963 724</box>
article-subheading: "IF-FO-FUM" CAN THE CROWD. <box>839 830 960 839</box>
ad-text: MINTO HOUSE, CHURCH STREET, <box>153 1453 274 1462</box>
ad-subhead: MOSGIEL TWEED <box>152 626 274 641</box>
article-text: The following persons have been nominated and declared duly elected members of the Featherston Licensing District:—S. Bunny, W. Gough, F. Jacquest, G. Reynolds, and W. Toogood. For the Featherston Town Licensing District there are nine nominations, viz:—J. Bunny, W. Gough, J. Donald, W. Boyd, D. D. Oakley, A. O'Neale, G. Pharazyn, G. Reynolds and W. Toogood. A poll will therefore take place. <box>562 260 689 372</box>
list-item: Women do ......................... 2s 6d <box>292 553 409 562</box>
list-item: Mr F. P. Tancred's Princess Royal <box>699 1431 817 1440</box>
list-item: 36 INCH CHEESE CLOTHS 6d per yard. <box>154 298 272 314</box>
ad-headline: CENTRAL BOOT FACTORY. <box>295 390 406 419</box>
ad-text: QUEEN-STREET, MASTERTON. <box>297 1084 405 1093</box>
ad-text: ANATOMICAL BOOT MART, <box>299 1076 403 1085</box>
ad-subhead: (SURGEON DENTIST) <box>175 1236 252 1245</box>
article-text: The Temperance people made no move in the Licensing elections, being evidently satisfied that the old board should be re-elected. <box>699 556 826 591</box>
ad-subhead: GREAT REDUCTION IN PRICE <box>294 382 407 391</box>
masthead <box>0 0 1114 34</box>
ad-text: Mortgage Agents, Gray-street, Wellington. ESTABLISHED 1879 <box>21 1065 131 1082</box>
williamson-ad <box>150 1128 276 1215</box>
article-text: AUCKLAND, February 11. The friends of Paun have applied to have the body after the execution. The Minister of Justice replied that the disposal of the body was at the discretion of the Sheriff, and if the Sheriff was satisfied that the funeral would be quiet and without demonstration, the Government would not object to the body of Paun being given to his friends for burial. <box>699 914 826 1017</box>
article-text: The Masterton Masonic Lodge, E.C., held their regular monthly meeting on Thursday evening. <box>424 390 551 416</box>
article-text: cliff, but judging from the number of large trees and the amount of rock and shingle removed by them they seem to be quite at home. The men are in fact a splendid crowd, taking them all through. The contractors have at the end of their works, two boats used to convey the men across the river morning and night. These men seem to find no difficulty in getting across the river, which is only a few feet in depth at this spot. <box>973 38 1101 158</box>
